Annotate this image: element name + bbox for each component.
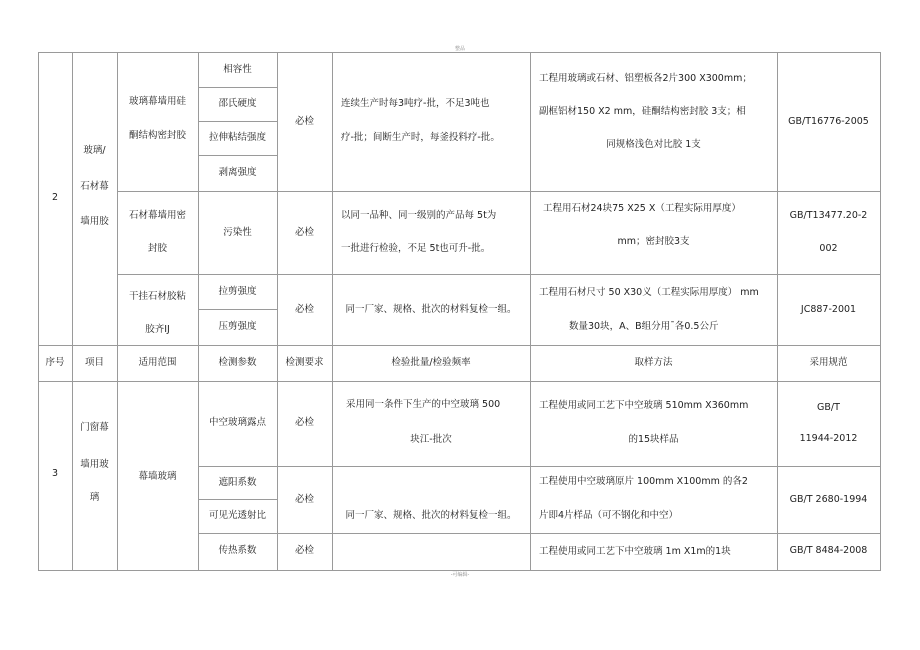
g3-row1-sampling-line1: 工程使用或同工艺下中空玻璃 510mm X360mm [539, 400, 749, 411]
rule-sub1-end [117, 191, 881, 192]
sub3-batch: 同一厂家、规格、批次的材料复检一组。 [345, 304, 517, 315]
col-scope: 适用范围 [138, 357, 177, 368]
g3-row1-sampling-line2: 的15块样品 [628, 434, 679, 445]
group2-item-line1: 玻璃/ [83, 145, 106, 156]
g3-row3-requirement: 必检 [294, 545, 314, 556]
col-param: 检测参数 [218, 357, 257, 368]
rule-params-1 [198, 87, 277, 88]
g3-row1-standard-line2: 11944-2012 [799, 433, 858, 444]
sub1-param-4: 剥离强度 [218, 167, 257, 178]
sub1-requirement: 必检 [294, 116, 314, 127]
g3-row1-standard-line1: GB/T [817, 402, 840, 413]
rule-params-3 [198, 155, 277, 156]
sub1-standard: GB/T16776-2005 [788, 116, 869, 127]
col-standard: 采用规范 [809, 357, 848, 368]
sub2-scope-line1: 石材幕墙用密 [128, 210, 186, 221]
col-requirement: 检测要求 [285, 357, 324, 368]
sub1-batch-line1: 连续生产时每3吨疗-批，不足3吨也 [341, 98, 490, 109]
sub1-sampling-line1: 工程用玻璃或石材、铝塑板各2片300 X300mm； [539, 73, 752, 84]
sub2-requirement: 必检 [294, 227, 314, 238]
sub3-scope-line1: 干挂石材胶粘 [128, 291, 186, 302]
sub2-scope-line2: 封胶 [147, 243, 167, 254]
group3-item-line3: 璃 [89, 492, 100, 503]
rule-g3-row1-end [198, 466, 881, 467]
sub3-scope-line2: 胶齐IJ [145, 324, 170, 335]
sub3-sampling-line2: 数量30块，A、B组分用¯各0.5公斤 [569, 321, 719, 332]
sub3-requirement: 必检 [294, 304, 314, 315]
g3-row2-param-1: 遮阳系数 [218, 477, 257, 488]
col-no: 序号 [45, 357, 65, 368]
page-header: 整品 [454, 46, 465, 52]
sub2-standard-line1: GB/T13477.20-2 [789, 210, 868, 221]
group3-item-line1: 门窗幕 [80, 422, 109, 433]
sub1-scope-line2: 酮结构密封胶 [128, 130, 186, 141]
rule-params-2 [198, 121, 277, 122]
sub1-batch-line2: 疗-批；间断生产时，每釜投料疗-批。 [341, 132, 500, 143]
g3-row2-sampling-line1: 工程使用中空玻璃原片 100mm X100mm 的各2 [539, 476, 748, 487]
g3-row1-requirement: 必检 [294, 417, 314, 428]
col-batch: 检验批量/检验频率 [391, 357, 471, 368]
sub1-scope-line1: 玻璃幕墙用硅 [128, 96, 186, 107]
sub1-param-3: 拉伸粘结强度 [208, 132, 266, 143]
rule-col-3 [198, 52, 199, 571]
rule-left [38, 52, 39, 571]
g3-row2-requirement: 必检 [294, 494, 314, 505]
sub3-standard: JC887-2001 [800, 304, 857, 315]
rule-col-6 [530, 52, 531, 571]
sub2-batch-line1: 以同一品种、同一级别的产品每 5t为 [341, 210, 497, 221]
sub1-sampling-line3: 同规格浅色对比胶 1支 [606, 139, 701, 150]
sub3-sampling-line1: 工程用石材尺寸 50 X30义（工程实际用厚度） mm [539, 287, 759, 298]
rule-g3-row2-end [198, 533, 881, 534]
g3-row1-param: 中空玻璃露点 [208, 417, 266, 428]
g3-row2-standard: GB/T 2680-1994 [789, 494, 868, 505]
sub2-sampling-line2: mm；密封胶3支 [617, 236, 690, 247]
rule-header-end [38, 381, 881, 382]
group2-item-line3: 墙用胶 [80, 216, 109, 227]
g3-row2-sampling-line2: 片即4片样品（可不钢化和中空） [539, 510, 679, 521]
sub3-param-2: 压剪强度 [218, 321, 257, 332]
sub3-param-1: 拉剪强度 [218, 286, 257, 297]
sub1-sampling-line2: 副框铝材150 X2 mm，硅酮结构密封胶 3支；相 [539, 106, 746, 117]
g3-row3-param: 传热系数 [218, 545, 257, 556]
rule-right [880, 52, 881, 571]
page-footer: -可编辑- [450, 572, 470, 578]
col-item: 项目 [84, 357, 104, 368]
sub2-standard-line2: 002 [819, 243, 838, 254]
group3-scope: 幕墙玻璃 [138, 471, 177, 482]
group2-no: 2 [51, 192, 59, 203]
g3-row1-batch-line1: 采用同一条件下生产的中空玻璃 500 [346, 399, 501, 410]
group2-item-line2: 石材幕 [80, 181, 109, 192]
g3-row2-param-2: 可见光透射比 [208, 510, 266, 521]
rule-params-5 [198, 499, 277, 500]
g3-row1-batch-line2: 块江-批次 [410, 434, 452, 445]
rule-sub2-end [117, 274, 881, 275]
rule-top [38, 52, 881, 53]
g3-row3-sampling: 工程使用或同工艺下中空玻璃 1m X1m的1块 [539, 546, 731, 557]
sub1-param-1: 相容性 [223, 64, 252, 75]
group3-item-line2: 墙用玻 [80, 459, 109, 470]
sub1-param-2: 邵氏硬度 [218, 98, 257, 109]
rule-params-4 [198, 309, 277, 310]
g3-row2-batch: 同一厂家、规格、批次的材料复检一组。 [345, 510, 517, 521]
group3-no: 3 [51, 468, 59, 479]
col-sampling: 取样方法 [634, 357, 673, 368]
g3-row3-standard: GB/T 8484-2008 [789, 545, 868, 556]
sub2-param: 污染性 [223, 227, 252, 238]
sub2-sampling-line1: 工程用石材24块75 X25 X（工程实际用厚度） [543, 203, 741, 214]
sub2-batch-line2: 一批进行检验，不足 5t也可升-批。 [341, 243, 491, 254]
rule-group2-end [38, 345, 881, 346]
